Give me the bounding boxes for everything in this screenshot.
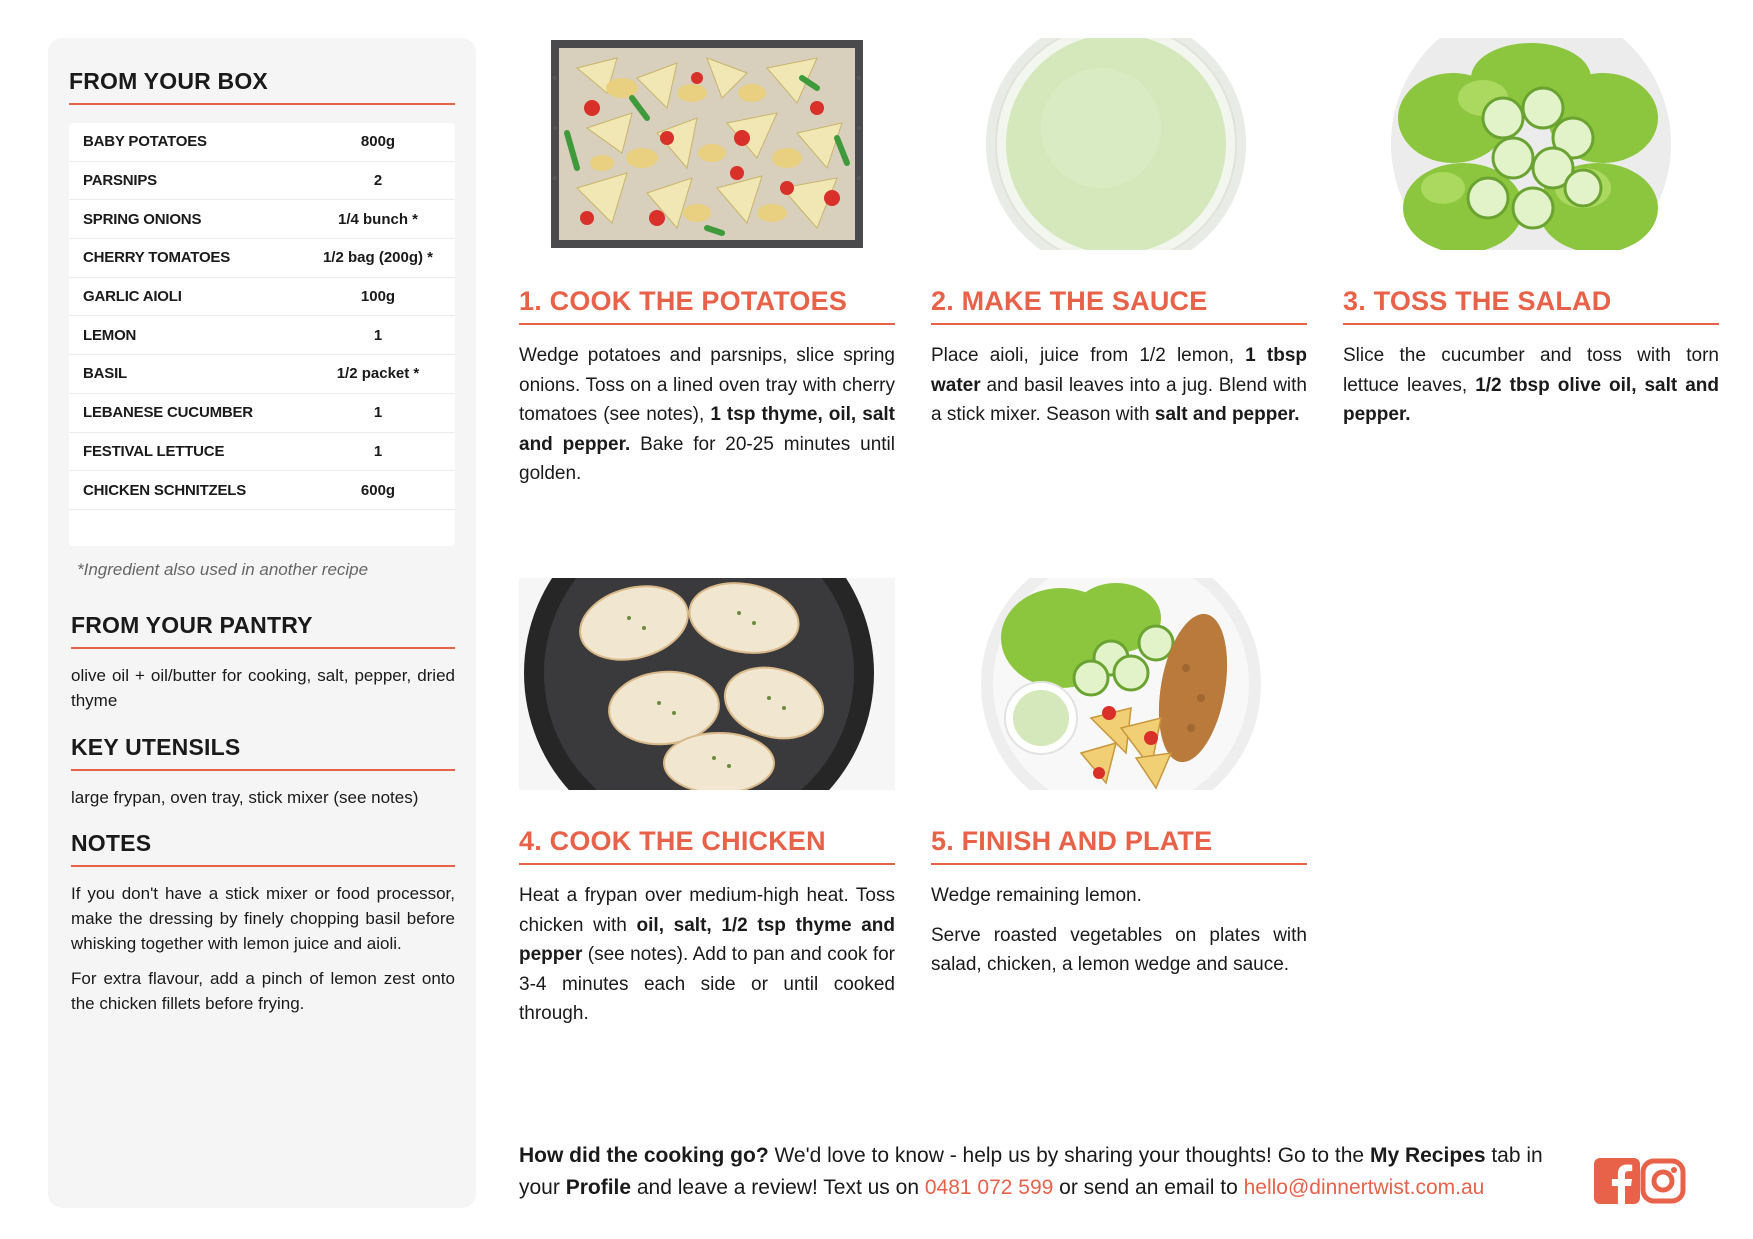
notes-heading: NOTES xyxy=(71,830,455,867)
ingredient-footnote: *Ingredient also used in another recipe xyxy=(77,559,369,579)
step-5 xyxy=(931,578,1307,980)
facebook-icon[interactable] xyxy=(1594,1158,1640,1204)
ingredient-quantity: 1/2 bag (200g) * xyxy=(322,249,434,267)
step-4-title: 4. COOK THE CHICKEN xyxy=(519,826,895,865)
step-4-photo-chicken-frypan xyxy=(519,578,895,790)
ingredient-name: BASIL xyxy=(83,365,128,383)
review-text: or send an email to xyxy=(1053,1176,1244,1199)
step-1 xyxy=(519,38,895,489)
review-text: and leave a review! Text us on xyxy=(631,1176,925,1199)
step-5-paragraph: Serve roasted vegetables on plates with salad, chicken, a lemon wedge and sauce. xyxy=(931,924,1307,975)
instruction-text: Place aioli, juice from 1/2 lemon, xyxy=(931,345,1246,366)
instruction-emphasis: 1 tsp thyme, oil, salt and pepper. xyxy=(519,404,895,455)
from-your-box-heading: FROM YOUR BOX xyxy=(69,68,455,105)
step-1-title: 1. COOK THE POTATOES xyxy=(519,286,895,325)
ingredient-row xyxy=(69,278,455,317)
ingredient-name: PARSNIPS xyxy=(83,172,157,190)
step-4-instructions xyxy=(519,881,895,1029)
ingredient-name: BABY POTATOES xyxy=(83,133,207,151)
step-3-photo-salad xyxy=(1343,38,1719,250)
ingredient-quantity: 100g xyxy=(360,288,396,306)
ingredient-name: FESTIVAL LETTUCE xyxy=(83,442,225,460)
notes-paragraph: For extra flavour, add a pinch of lemon zest onto the chicken fillets before frying. xyxy=(71,969,455,1013)
ingredient-quantity: 1/2 packet * xyxy=(336,365,420,383)
ingredient-quantity: 1/4 bunch * xyxy=(337,210,419,228)
ingredient-quantity: 2 xyxy=(373,172,383,190)
from-your-box-section xyxy=(69,68,455,580)
step-2 xyxy=(931,38,1307,430)
step-1-instructions xyxy=(519,341,895,489)
instruction-text: Heat a frypan over medium-high heat. Toss chicken with xyxy=(519,885,895,936)
profile-link[interactable]: Profile xyxy=(565,1176,632,1199)
from-your-pantry-heading: FROM YOUR PANTRY xyxy=(71,612,455,649)
key-utensils-section xyxy=(71,734,455,810)
ingredients-panel xyxy=(48,38,476,1208)
ingredient-quantity: 800g xyxy=(360,133,396,151)
phone-link[interactable]: 0481 072 599 xyxy=(924,1176,1054,1199)
from-your-pantry-section xyxy=(71,612,455,713)
step-2-photo-sauce-bowl xyxy=(931,38,1307,250)
ingredient-table xyxy=(69,123,455,546)
ingredient-name: SPRING ONIONS xyxy=(83,210,202,228)
ingredient-row xyxy=(69,433,455,472)
instruction-emphasis: 1/2 tbsp olive oil, salt and pepper. xyxy=(1343,374,1720,425)
step-1-photo-oven-tray-vegetables xyxy=(519,38,895,250)
ingredient-row xyxy=(69,355,455,394)
ingredient-row xyxy=(69,316,455,355)
ingredient-row xyxy=(69,471,455,510)
utensils-text: large frypan, oven tray, stick mixer (see notes) xyxy=(71,788,419,807)
instruction-text: and basil leaves into a jug. Blend with a stick mixer. Season with xyxy=(931,374,1307,425)
step-5-title: 5. FINISH AND PLATE xyxy=(931,826,1307,865)
review-text: We'd love to know - help us by sharing your thoughts! Go to the xyxy=(768,1144,1370,1167)
instruction-text: (see notes). Add to pan and cook for 3-4 minutes each side or until cooked through. xyxy=(519,944,895,1024)
pantry-text: olive oil + oil/butter for cooking, salt, pepper, dried thyme xyxy=(71,666,455,710)
instruction-emphasis: salt and pepper. xyxy=(1154,404,1300,425)
step-4 xyxy=(519,578,895,1029)
ingredient-name: CHICKEN SCHNITZELS xyxy=(83,481,247,499)
ingredient-name: LEMON xyxy=(83,326,137,344)
instruction-text: Wedge potatoes and parsnips, slice spring onions. Toss on a lined oven tray with cherry tomatoes (see notes), xyxy=(519,345,895,425)
instagram-icon[interactable] xyxy=(1640,1158,1686,1204)
review-prompt xyxy=(519,1140,1579,1204)
ingredient-row xyxy=(69,394,455,433)
step-2-title: 2. MAKE THE SAUCE xyxy=(931,286,1307,325)
ingredient-name: LEBANESE CUCUMBER xyxy=(83,404,253,422)
step-5-paragraph: Wedge remaining lemon. xyxy=(931,885,1142,906)
ingredient-row xyxy=(69,123,455,162)
ingredient-quantity: 600g xyxy=(360,481,396,499)
step-3-title: 3. TOSS THE SALAD xyxy=(1343,286,1719,325)
instruction-emphasis: oil, salt, 1/2 tsp thyme and pepper xyxy=(519,914,895,965)
ingredient-quantity: 1 xyxy=(373,442,383,460)
ingredient-quantity: 1 xyxy=(373,326,383,344)
ingredient-row xyxy=(69,239,455,278)
key-utensils-heading: KEY UTENSILS xyxy=(71,734,455,771)
review-text: tab in your xyxy=(519,1144,1543,1199)
step-2-instructions xyxy=(931,341,1307,430)
step-5-instructions xyxy=(931,881,1307,980)
ingredient-name: CHERRY TOMATOES xyxy=(83,249,231,267)
instruction-text: Bake for 20-25 minutes until golden. xyxy=(519,433,895,484)
ingredient-name: GARLIC AIOLI xyxy=(83,288,182,306)
step-3-instructions xyxy=(1343,341,1719,430)
ingredient-quantity: 1 xyxy=(373,404,383,422)
instruction-text: Slice the cucumber and toss with torn lettuce leaves, xyxy=(1343,345,1719,396)
email-link[interactable]: hello@dinnertwist.com.au xyxy=(1243,1176,1485,1199)
notes-section xyxy=(71,830,455,1016)
instruction-emphasis: 1 tbsp water xyxy=(931,345,1308,396)
ingredient-row xyxy=(69,200,455,239)
step-5-photo-plated-meal xyxy=(931,578,1307,790)
ingredient-row xyxy=(69,162,455,201)
step-3 xyxy=(1343,38,1719,430)
notes-paragraph: If you don't have a stick mixer or food processor, make the dressing by finely chopping basil before whisking together with lemon juice and aioli. xyxy=(71,884,455,953)
review-question: How did the cooking go? xyxy=(519,1144,769,1167)
my-recipes-link[interactable]: My Recipes xyxy=(1369,1144,1486,1167)
